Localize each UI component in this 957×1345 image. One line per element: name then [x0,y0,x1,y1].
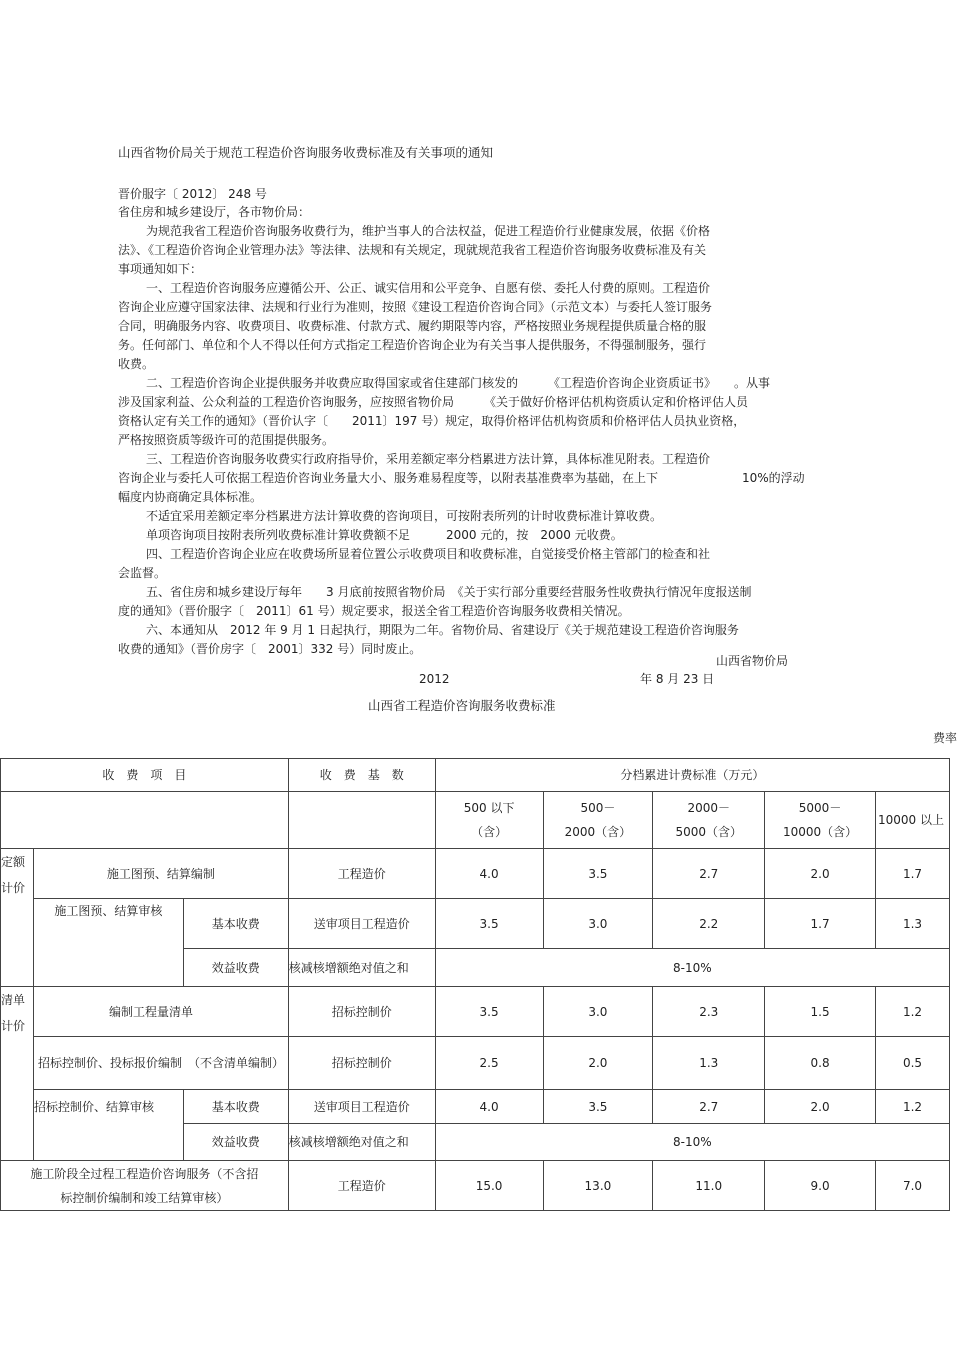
body-line: 涉及国家利益、公众利益的工程造价咨询服务，应按照省物价局 《关于做好价格评估机构资质认定和价格评估人员 [118,395,749,409]
rate-cell: 4.0 [435,849,543,899]
tier-cell: 5000－ 10000（含） [765,792,876,849]
merged-rate-cell: 8-10% [435,949,949,987]
body-line: 务。任何部门、单位和个人不得以任何方式指定工程造价咨询企业为有关当事人提供服务，不得强制服务，强行 [118,338,707,352]
sub-item-cell: 基本收费 [183,899,288,949]
tier-cell: 500－ 2000（含） [543,792,653,849]
fee-table-title: 山西省工程造价咨询服务收费标准 [368,698,556,713]
rate-cell: 9.0 [765,1161,876,1211]
tier-cell: 500 以下 （含） [435,792,543,849]
item-cell: 编制工程量清单 [33,987,288,1037]
tier-cell: 2000－ 5000（含） [653,792,765,849]
header-base: 收 费 基 数 [288,759,435,792]
sub-item-cell: 效益收费 [183,1124,288,1161]
notice-title: 山西省物价局关于规范工程造价咨询服务收费标准及有关事项的通知 [118,145,494,160]
rate-cell: 15.0 [435,1161,543,1211]
body-line: 合同，明确服务内容、收费项目、收费标准、付款方式、履约期限等内容，严格按照业务规程提供质量合格的服 [118,319,707,333]
rate-cell: 3.5 [435,899,543,949]
document-number: 晋价服字〔 2012〕 248 号 [118,187,267,201]
body-line: 严格按照资质等级许可的范围提供服务。 [118,433,335,447]
rate-cell: 1.7 [875,849,949,899]
table-header-row [1,759,950,792]
table-row [1,1037,950,1090]
rate-cell: 2.3 [653,987,765,1037]
date-year: 2012 [419,672,450,686]
rate-cell: 1.2 [875,987,949,1037]
tier-blank-cell [1,792,289,849]
item-cell: 招标控制价、结算审核 [33,1090,183,1161]
tier-cell: 10000 以上 [875,792,949,849]
base-cell: 送审项目工程造价 [288,1090,435,1124]
date-month-day: 年 8 月 23 日 [640,672,715,686]
fee-table-unit-note: 费率 [933,731,957,745]
body-line: 收费。 [118,357,155,371]
item-cell: 施工阶段全过程工程造价咨询服务（不含招标控制价编制和竣工结算审核） [1,1161,289,1211]
body-line: 单项咨询项目按附表所列收费标准计算收费额不足 2000 元的，按 2000 元收费。 [146,528,623,542]
header-item: 收 费 项 目 [1,759,289,792]
base-cell: 招标控制价 [288,987,435,1037]
body-line: 法》、《工程造价咨询企业管理办法》等法律、法规和有关规定，现就规范我省工程造价咨询服务收费标准及有关 [118,243,707,257]
rate-cell: 2.0 [765,849,876,899]
body-line: 事项通知如下： [118,262,203,276]
rate-cell: 1.3 [653,1037,765,1090]
body-line: 不适宜采用差额定率分档累进方法计算收费的咨询项目，可按附表所列的计时收费标准计算收费。 [146,509,663,523]
body-line: 会监督。 [118,566,167,580]
rate-cell: 2.2 [653,899,765,949]
body-line: 六、本通知从 2012 年 9 月 1 日起执行，期限为二年。省物价局、省建设厅《关于规范建设工程造价咨询服务 [146,623,739,637]
base-cell: 招标控制价 [288,1037,435,1090]
item-cell: 招标控制价、投标报价编制 （不含清单编制） [33,1037,288,1090]
sub-item-cell: 效益收费 [183,949,288,987]
table-row [1,899,950,949]
signer: 山西省物价局 [716,654,789,668]
body-line: 二、工程造价咨询企业提供服务并收费应取得国家或省住建部门核发的 《工程造价咨询企业资质证书》 。从事 [146,376,771,390]
rate-cell: 2.7 [653,849,765,899]
base-cell: 工程造价 [288,1161,435,1211]
table-row [1,1090,950,1124]
table-row [1,987,950,1037]
body-line: 度的通知》（晋价服字〔 2011〕61 号）规定要求，报送全省工程造价咨询服务收费相关情况。 [118,604,630,618]
rate-cell: 0.8 [765,1037,876,1090]
rate-cell: 7.0 [875,1161,949,1211]
rate-cell: 1.7 [765,899,876,949]
body-line: 三、工程造价咨询服务收费实行政府指导价，采用差额定率分档累进方法计算，具体标准见附表。工程造价 [146,452,711,466]
body-line: 咨询企业应遵守国家法律、法规和行业行为准则，按照《建设工程造价咨询合同》（示范文本）与委托人签订服务 [118,300,713,314]
group-bill: 清单计价 [1,987,34,1161]
base-cell: 送审项目工程造价 [288,899,435,949]
body-line: 一、工程造价咨询服务应遵循公开、公正、诚实信用和公平竞争、自愿有偿、委托人付费的原则。工程造价 [146,281,711,295]
body-line: 幅度内协商确定具体标准。 [118,490,263,504]
rate-cell: 3.5 [543,849,653,899]
body-line: 咨询企业与委托人可依据工程造价咨询业务量大小、服务难易程度等，以附表基准费率为基础，在上下 10%的浮动 [118,471,805,485]
rate-cell: 2.5 [435,1037,543,1090]
rate-cell: 3.0 [543,987,653,1037]
body-line: 四、工程造价咨询企业应在收费场所显着位置公示收费项目和收费标准，自觉接受价格主管部门的检查和社 [146,547,711,561]
body-line: 五、省住房和城乡建设厅每年 3 月底前按照省物价局 《关于实行部分重要经营服务性收费执行情况年度报送制 [146,585,752,599]
table-row [1,849,950,899]
rate-cell: 4.0 [435,1090,543,1124]
header-rates: 分档累进计费标准（万元） [435,759,949,792]
tier-blank-cell [288,792,435,849]
addressee: 省住房和城乡建设厅，各市物价局： [118,205,311,219]
sub-item-cell: 基本收费 [183,1090,288,1124]
item-cell: 施工图预、结算编制 [33,849,288,899]
rate-cell: 13.0 [543,1161,653,1211]
rate-cell: 1.2 [875,1090,949,1124]
body-line: 收费的通知》（晋价房字〔 2001〕332 号）同时废止。 [118,642,422,656]
table-row [1,1161,950,1211]
rate-cell: 2.0 [543,1037,653,1090]
rate-cell: 3.5 [435,987,543,1037]
rate-cell: 1.5 [765,987,876,1037]
rate-cell: 1.3 [875,899,949,949]
item-cell: 施工图预、结算审核 [33,899,183,987]
base-cell: 核减核增额绝对值之和 [288,1124,435,1161]
rate-cell: 2.0 [765,1090,876,1124]
merged-rate-cell: 8-10% [435,1124,949,1161]
rate-cell: 3.0 [543,899,653,949]
table-tier-row [1,792,950,849]
fee-table [0,758,950,1211]
rate-cell: 3.5 [543,1090,653,1124]
body-line: 为规范我省工程造价咨询服务收费行为，维护当事人的合法权益，促进工程造价行业健康发展，依据《价格 [146,224,711,238]
body-line: 资格认定有关工作的通知》（晋价认字〔 2011〕197 号）规定，取得价格评估机构资质和价格评估人员执业资格， [118,414,746,428]
rate-cell: 2.7 [653,1090,765,1124]
rate-cell: 11.0 [653,1161,765,1211]
rate-cell: 0.5 [875,1037,949,1090]
group-quota: 定额计价 [1,849,34,987]
base-cell: 核减核增额绝对值之和 [288,949,435,987]
base-cell: 工程造价 [288,849,435,899]
